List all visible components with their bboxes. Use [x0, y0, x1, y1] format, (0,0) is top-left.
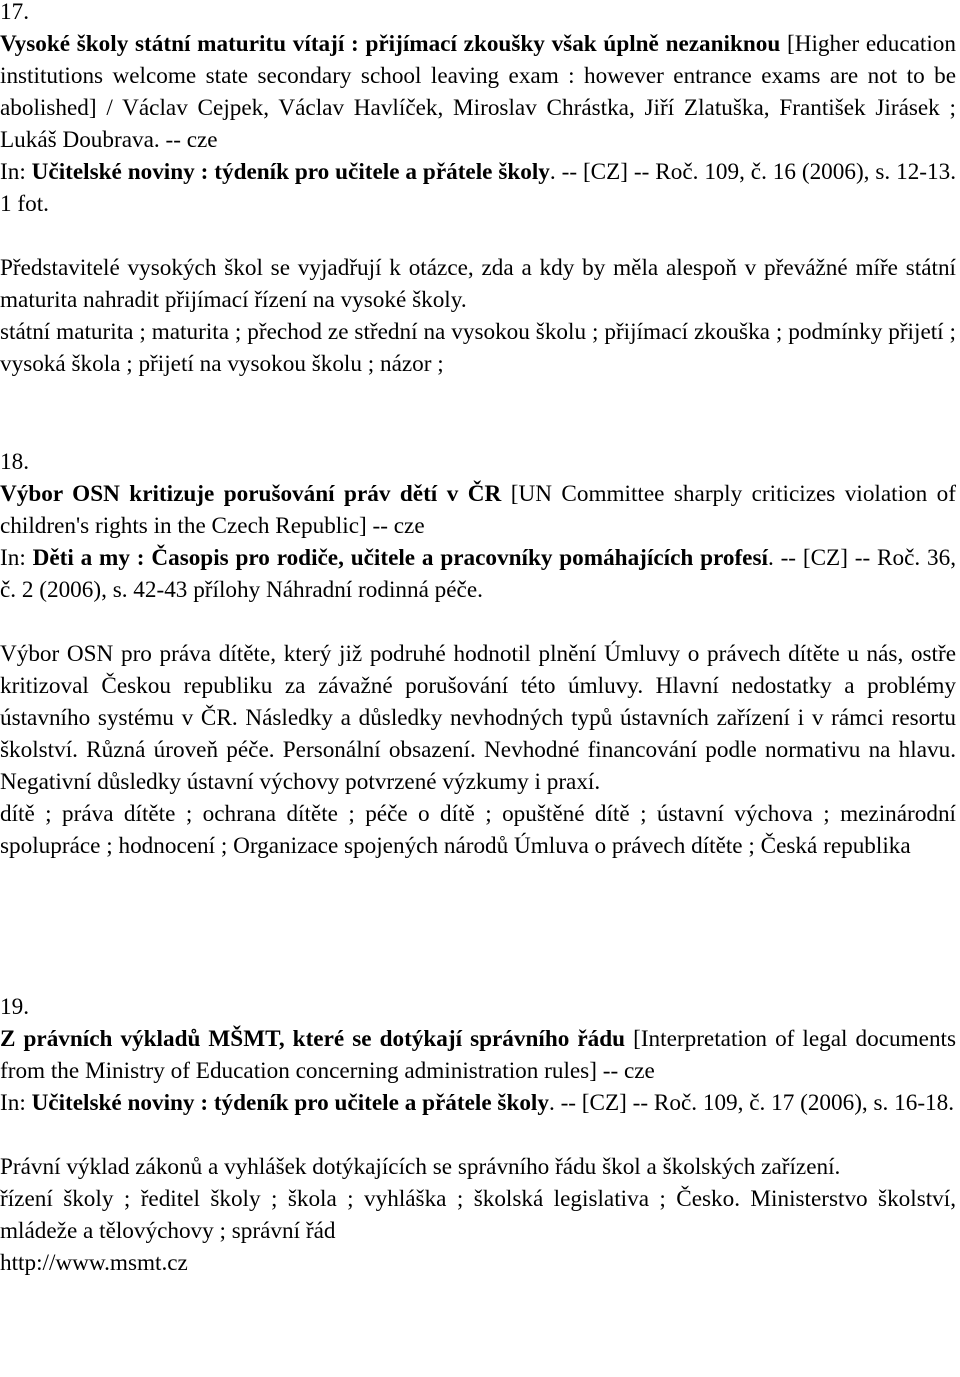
- record-number: 18.: [0, 449, 29, 475]
- source-details: . -- [CZ] -- Roč. 109, č. 17 (2006), s. 16-18.: [548, 1090, 955, 1116]
- record-abstract: Právní výklad zákonů a vyhlášek dotýkajících se správního řádu škol a školských zařízení.: [0, 1154, 841, 1180]
- title-rest: [Interpretation of legal documents from the Ministry of Education concerning administration rules] -- cze: [0, 1026, 957, 1084]
- title-rest: [UN Committee sharply criticizes violation of children's rights in the Czech Republic] -- cze: [0, 481, 956, 539]
- source-prefix: In:: [0, 159, 32, 185]
- record-source: [0, 156, 956, 220]
- source-prefix: In:: [0, 545, 33, 571]
- title-bold: Z právních výkladů MŠMT, které se dotýkají správního řádu: [0, 1026, 626, 1052]
- record-keywords: řízení školy ; ředitel školy ; škola ; vyhláška ; školská legislativa ; Česko. Ministerstvo školství, mládeže a tělovýchovy ; správní řád: [0, 1186, 956, 1244]
- source-details: . -- [CZ] -- Roč. 36, č. 2 (2006), s. 42-43 přílohy Náhradní rodinná péče.: [0, 545, 956, 603]
- record-number: 17.: [0, 0, 29, 25]
- record-source: [0, 542, 956, 606]
- record-title: [0, 478, 956, 542]
- source-prefix: In:: [0, 1090, 32, 1116]
- record-number: 19.: [0, 994, 29, 1020]
- record-19: [0, 991, 956, 1279]
- source-details: . -- [CZ] -- Roč. 109, č. 16 (2006), s. 12-13. 1 fot.: [0, 159, 956, 217]
- record-url[interactable]: http://www.msmt.cz: [0, 1250, 188, 1276]
- source-journal: Děti a my : Časopis pro rodiče, učitele a pracovníky pomáhajících profesí: [32, 545, 768, 571]
- record-abstract: Představitelé vysokých škol se vyjadřují k otázce, zda a kdy by měla alespoň v převážné míře státní maturita nahradit přijímací řízení na vysoké školy.: [0, 255, 956, 313]
- record-keywords: státní maturita ; maturita ; přechod ze střední na vysokou školu ; přijímací zkouška ; podmínky přijetí ; vysoká škola ; přijetí na vysokou školu ; názor ;: [0, 319, 956, 377]
- record-keywords: dítě ; práva dítěte ; ochrana dítěte ; péče o dítě ; opuštěné dítě ; ústavní výchova ; mezinárodní spolupráce ; hodnocení ; Organizace spojených národů Úmluva o právech dítěte ; Česká republika: [0, 801, 956, 859]
- title-rest: [Higher education institutions welcome state secondary school leaving exam : however entrance exams are not to be abolished] / Václav Cejpek, Václav Havlíček, Miroslav Chrástka, Jiří Zlatuška, František Jirásek ; Lukáš Doubrava. -- cze: [0, 31, 956, 153]
- record-source: [0, 1087, 956, 1119]
- title-bold: Výbor OSN kritizuje porušování práv dětí v ČR: [0, 481, 502, 507]
- record-abstract: Výbor OSN pro práva dítěte, který již podruhé hodnotil plnění Úmluvy o právech dítěte u nás, ostře kritizoval Českou republiku za závažné porušování této úmluvy. Hlavní nedostatky a problémy ústavního systému v ČR. Následky a důsledky nevhodných typů ústavních zařízení i v rámci resortu školství. Různá úroveň péče. Personální obsazení. Nevhodné financování podle normativu na hlavu. Negativní důsledky ústavní výchovy potvrzené výzkumy i praxí.: [0, 641, 956, 795]
- record-title: [0, 28, 956, 156]
- record-18: [0, 446, 956, 862]
- source-journal: Učitelské noviny : týdeník pro učitele a přátele školy: [31, 1090, 549, 1116]
- title-bold: Vysoké školy státní maturitu vítají : přijímací zkoušky však úplně nezaniknou: [0, 31, 781, 57]
- source-journal: Učitelské noviny : týdeník pro učitele a přátele školy: [31, 159, 550, 185]
- record-title: [0, 1023, 956, 1087]
- record-17: [0, 0, 956, 380]
